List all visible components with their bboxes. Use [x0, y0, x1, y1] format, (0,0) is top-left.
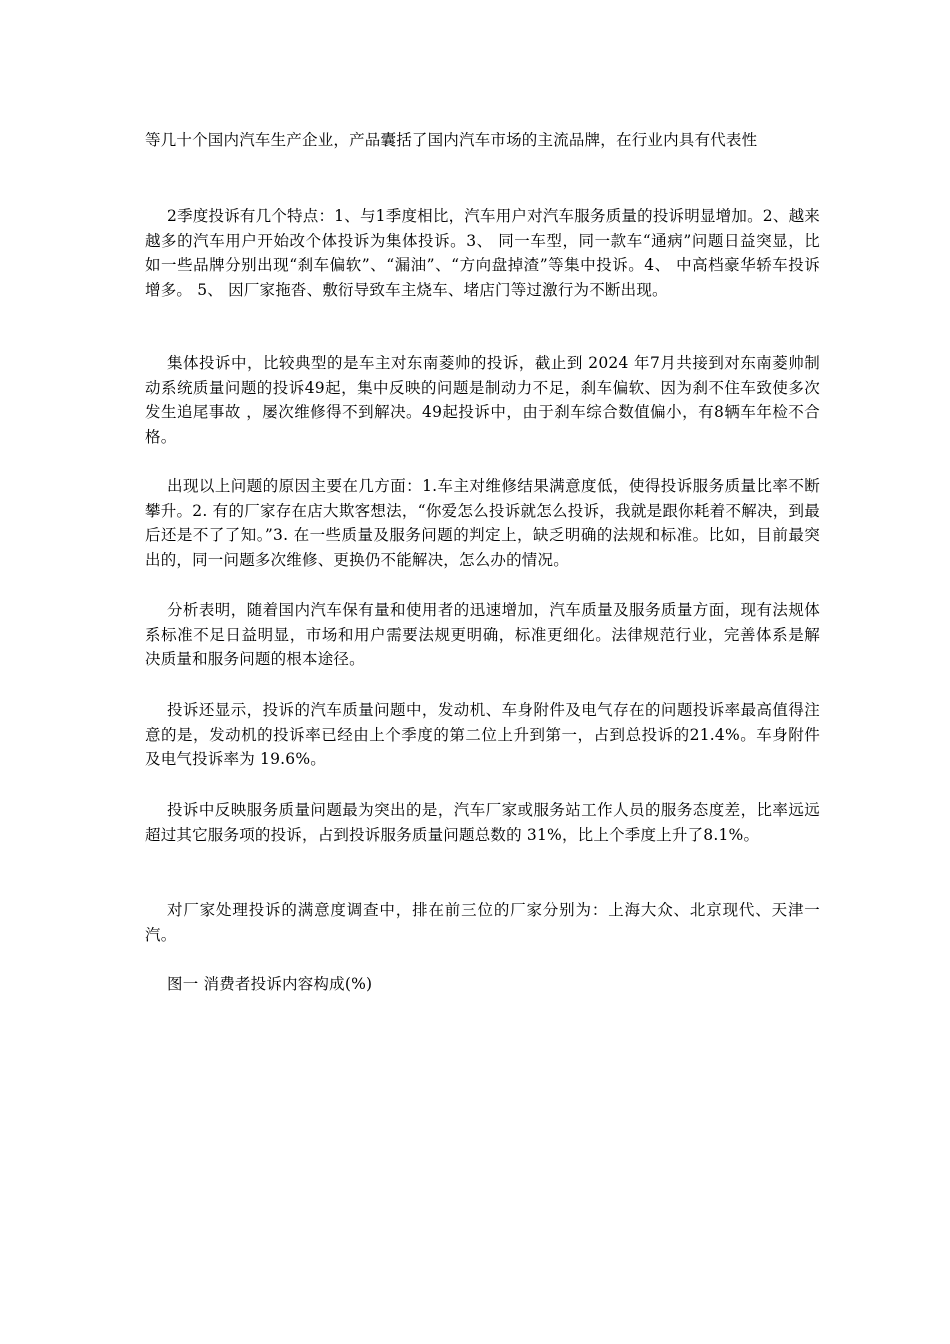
paragraph-satisfaction-survey: 对厂家处理投诉的满意度调查中，排在前三位的厂家分别为：上海大众、北京现代、天津一汽。: [145, 901, 820, 944]
paragraph-service-issues: 投诉中反映服务质量问题最为突出的是，汽车厂家或服务站工作人员的服务态度差，比率远远超过其它服务项的投诉，占到投诉服务质量问题总数的 31%，比上个季度上升了8.1%。: [145, 801, 820, 844]
paragraph-analysis: 分析表明，随着国内汽车保有量和使用者的迅速增加，汽车质量及服务质量方面，现有法规体系标准不足日益明显，市场和用户需要法规更明确，标准更细化。法律规范行业，完善体系是解决质量和服务问题的根本途径。: [145, 601, 820, 668]
figure-caption: 图一 消费者投诉内容构成(%): [167, 975, 373, 993]
paragraph-causes: 出现以上问题的原因主要在几方面：1.车主对维修结果满意度低，使得投诉服务质量比率不断攀升。2. 有的厂家存在店大欺客想法，“你爱怎么投诉就怎么投诉，我就是跟你耗着不解决，到最后还是不了了知。”3. 在一些质量及服务问题的判定上，缺乏明确的法规和标准。比如，目前最突出的，同一问题多次维修、更换仍不能解决，怎么办的情况。: [145, 477, 820, 569]
paragraph-q2-features: 2季度投诉有几个特点：1、与1季度相比，汽车用户对汽车服务质量的投诉明显增加。2、越来越多的汽车用户开始改个体投诉为集体投诉。3、 同一车型，同一款车“通病”问题日益突显，比如一些品牌分别出现“刹车偏软”、“漏油”、“方向盘掉渣”等集中投诉。4、 中高档豪华轿车投诉增多。 5、 因厂家拖沓、敷衍导致车主烧车、堵店门等过激行为不断出现。: [145, 207, 820, 299]
paragraph-collective-complaints: 集体投诉中，比较典型的是车主对东南菱帅的投诉，截止到 2024 年7月共接到对东南菱帅制动系统质量问题的投诉49起，集中反映的问题是制动力不足，刹车偏软、因为刹不住车致使多次发生追尾事故 ，屡次维修得不到解决。49起投诉中，由于刹车综合数值偏小，有8辆车年检不合格。: [145, 354, 820, 446]
paragraph-intro-continuation: 等几十个国内汽车生产企业，产品囊括了国内汽车市场的主流品牌，在行业内具有代表性: [145, 131, 758, 149]
paragraph-quality-issues: 投诉还显示，投诉的汽车质量问题中，发动机、车身附件及电气存在的问题投诉率最高值得注意的是，发动机的投诉率已经由上个季度的第二位上升到第一，占到总投诉的21.4%。车身附件及电气投诉率为 19.6%。: [145, 701, 820, 768]
